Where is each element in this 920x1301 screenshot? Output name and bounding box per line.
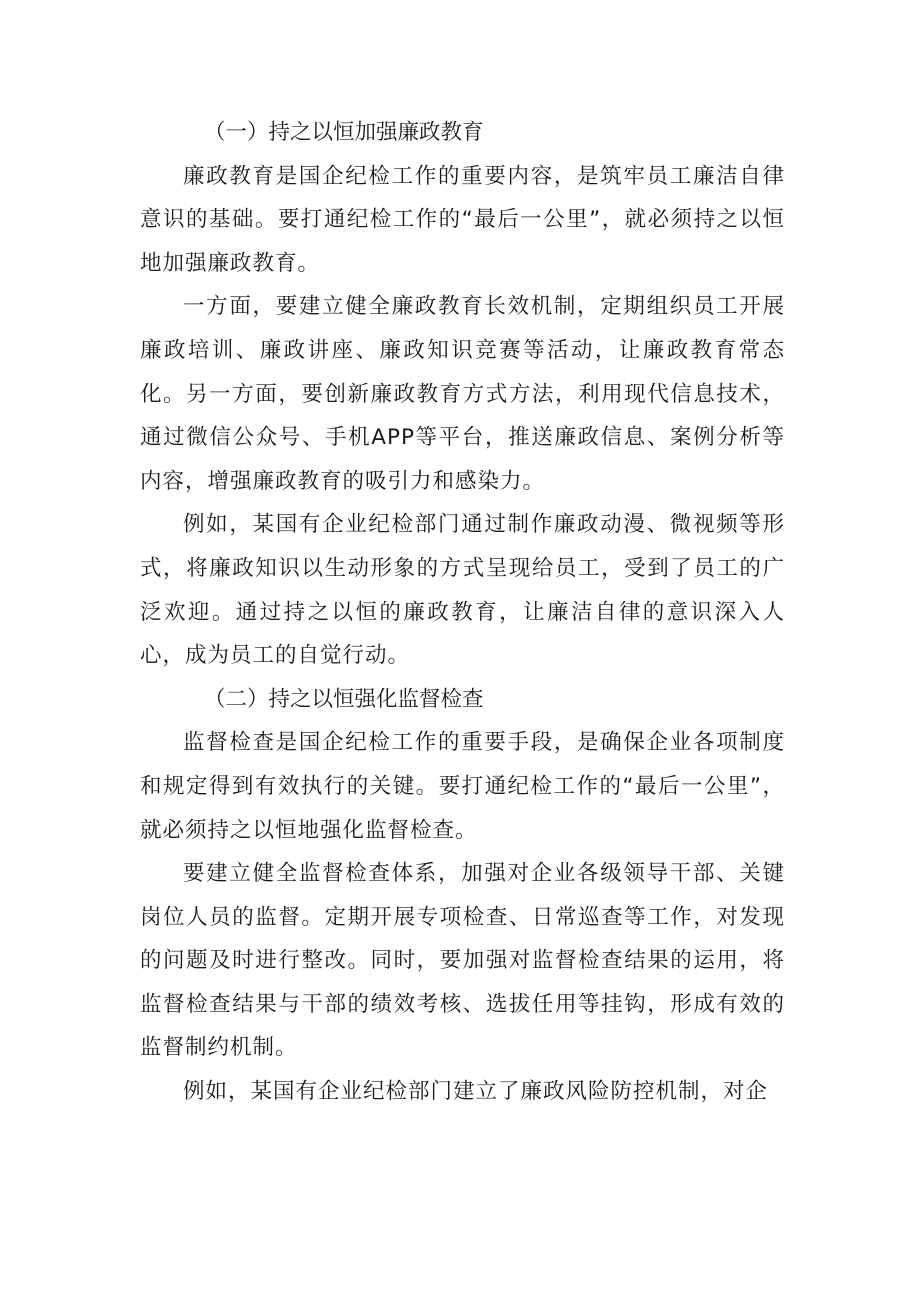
- paragraph: 一方面，要建立健全廉政教育长效机制，定期组织员工开展廉政培训、廉政讲座、廉政知识竞赛等活动，让廉政教育常态化。另一方面，要创新廉政教育方式方法，利用现代信息技术，通过微信公众号、手机APP等平台，推送廉政信息、案例分析等内容，增强廉政教育的吸引力和感染力。: [140, 294, 785, 494]
- paragraph: 监督检查是国企纪检工作的重要手段，是确保企业各项制度和规定得到有效执行的关键。要打通纪检工作的“最后一公里”，就必须持之以恒地强化监督检查。: [140, 730, 785, 843]
- paragraph: 例如，某国有企业纪检部门通过制作廉政动漫、微视频等形式，将廉政知识以生动形象的方式呈现给员工，受到了员工的广泛欢迎。通过持之以恒的廉政教育，让廉洁自律的意识深入人心，成为员工的自觉行动。: [140, 512, 785, 669]
- section-heading-1: （一）持之以恒加强廉政教育: [204, 120, 484, 145]
- paragraph: 例如，某国有企业纪检部门建立了廉政风险防控机制，对企: [183, 1079, 769, 1105]
- document-body: [140, 111, 785, 1114]
- paragraph: 要建立健全监督检查体系，加强对企业各级领导干部、关键岗位人员的监督。定期开展专项检查、日常巡查等工作，对发现的问题及时进行整改。同时，要加强对监督检查结果的运用，将监督检查结果与干部的绩效考核、选拔任用等挂钩，形成有效的监督制约机制。: [140, 861, 785, 1061]
- paragraph: 廉政教育是国企纪检工作的重要内容，是筑牢员工廉洁自律意识的基础。要打通纪检工作的“最后一公里”，就必须持之以恒地加强廉政教育。: [140, 163, 785, 276]
- section-heading-2: （二）持之以恒强化监督检查: [204, 686, 484, 712]
